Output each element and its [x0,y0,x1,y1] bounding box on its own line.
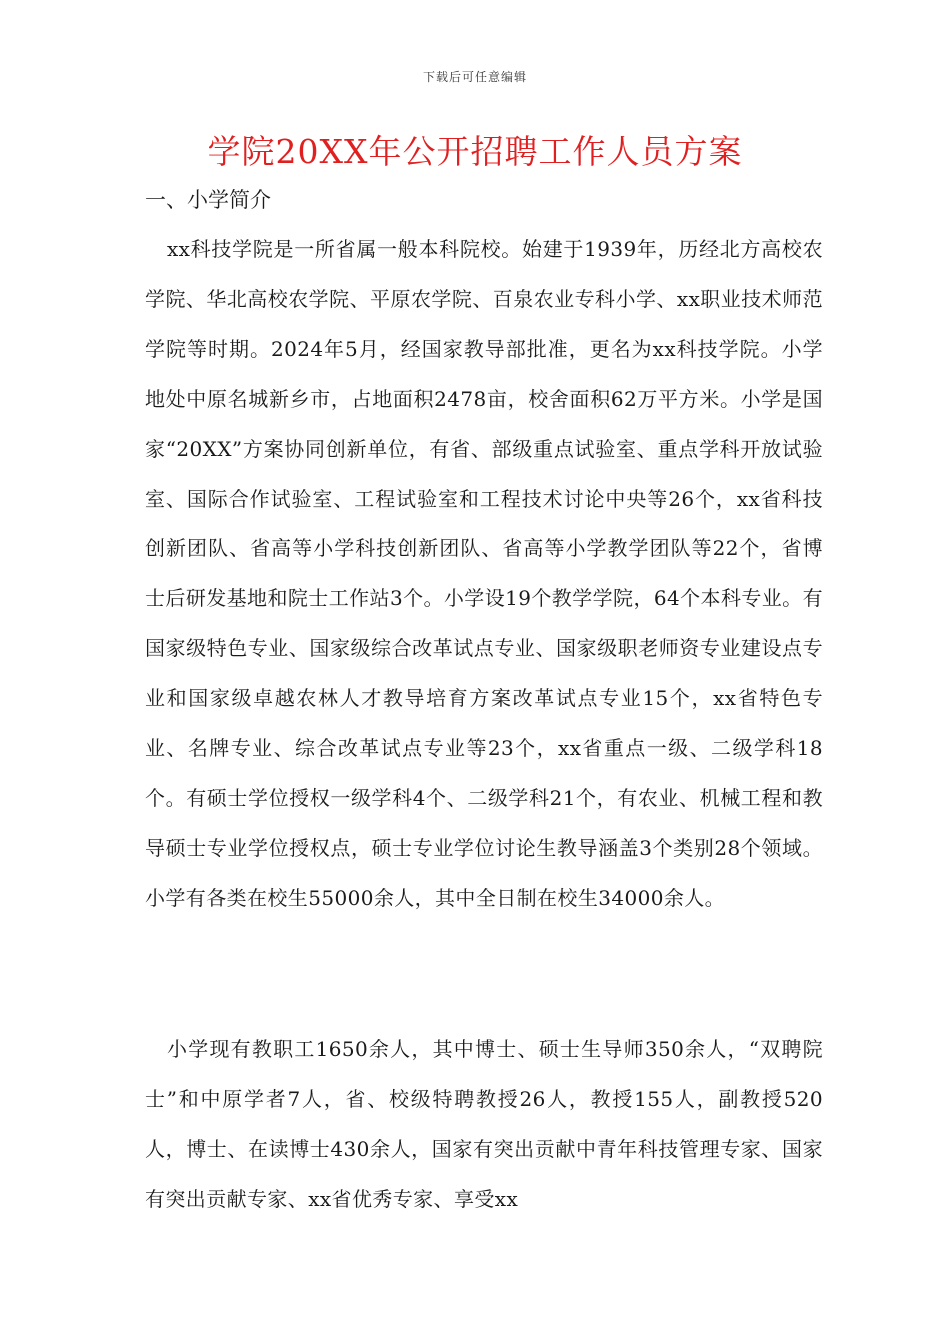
document-title: 学院20XX年公开招聘工作人员方案 [207,132,743,171]
paragraph: xx科技学院是一所省属一般本科院校。始建于1939年，历经北方高校农学院、华北高校农学院、平原农学院、百泉农业专科小学、xx职业技术师范学院等时期。2024年5月，经国家教导部批准，更名为xx科技学院。小学地处中原名城新乡市，占地面积2478亩，校舍面积62万平方米。小学是国家“20XX”方案协同创新单位，有省、部级重点试验室、重点学科开放试验室、国际合作试验室、工程试验室和工程技术讨论中央等26个，xx省科技创新团队、省高等小学科技创新团队、省高等小学教学团队等22个，省博士后研发基地和院士工作站3个。小学设19个教学学院，64个本科专业。有国家级特色专业、国家级综合改革试点专业、国家级职老师资专业建设点专业和国家级卓越农林人才教导培育方案改革试点专业15个，xx省特色专业、名牌专业、综合改革试点专业等23个，xx省重点一级、二级学科18个。有硕士学位授权一级学科4个、二级学科21个，有农业、机械工程和教导硕士专业学位授权点，硕士专业学位讨论生教导涵盖3个类别28个领域。小学有各类在校生55000余人，其中全日制在校生34000余人。 [145,237,823,910]
header-note: 下载后可任意编辑 [422,70,527,84]
section-heading: 一、小学简介 [145,188,271,212]
paragraph: 小学现有教职工1650余人，其中博士、硕士生导师350余人，“双聘院士”和中原学者7人，省、校级特聘教授26人，教授155人，副教授520人，博士、在读博士430余人，国家有突出贡献中青年科技管理专家、国家有突出贡献专家、xx省优秀专家、享受xx [145,1037,823,1211]
